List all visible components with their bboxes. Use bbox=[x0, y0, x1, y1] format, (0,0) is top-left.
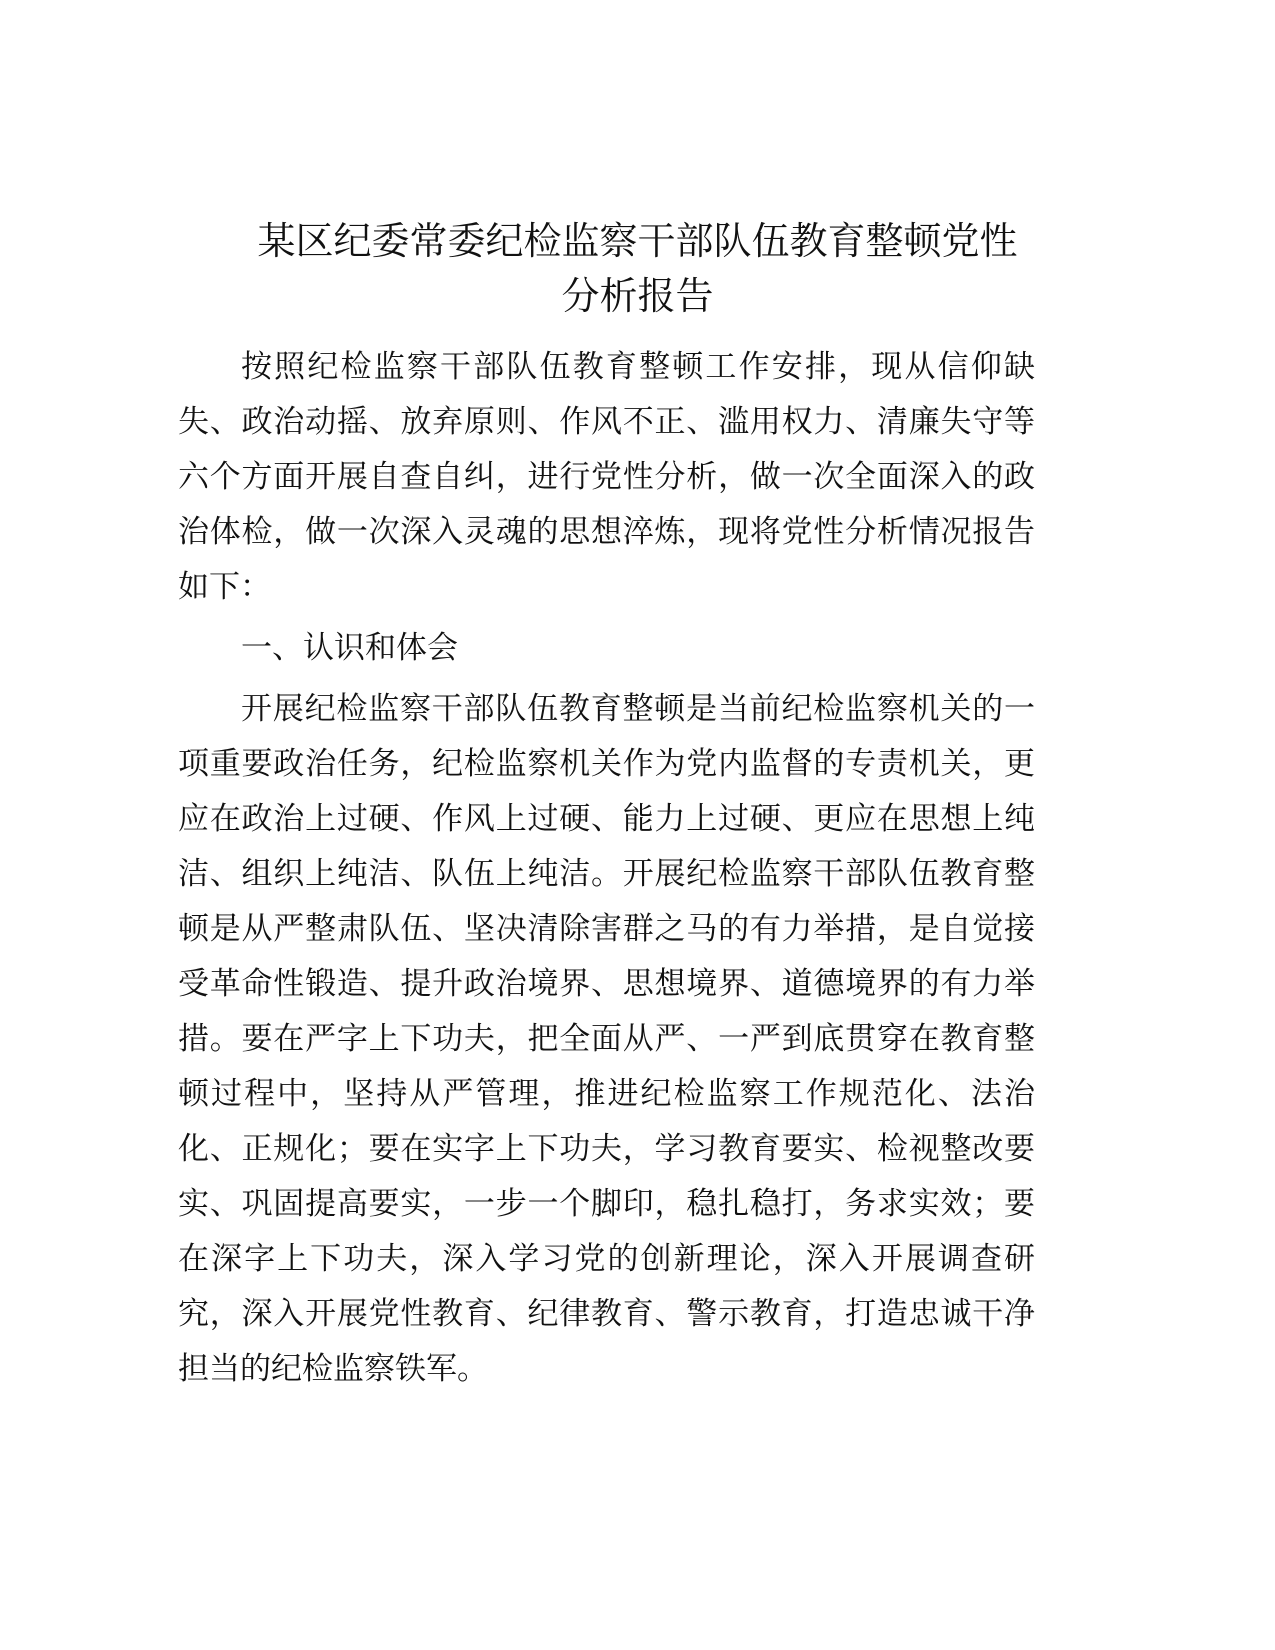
paragraph-line: 六个方面开展自查自纠，进行党性分析，做一次全面深入的政 bbox=[178, 459, 1035, 495]
title-line: 分析报告 bbox=[561, 274, 714, 318]
paragraph-line: 洁、组织上纯洁、队伍上纯洁。开展纪检监察干部队伍教育整 bbox=[178, 856, 1035, 892]
paragraph-line: 顿是从严整肃队伍、坚决清除害群之马的有力举措，是自觉接 bbox=[178, 911, 1035, 947]
document-body bbox=[178, 340, 1035, 1397]
paragraph-line: 应在政治上过硬、作风上过硬、能力上过硬、更应在思想上纯 bbox=[178, 801, 1035, 837]
paragraph-line: 措。要在严字上下功夫，把全面从严、一严到底贯穿在教育整 bbox=[178, 1021, 1035, 1057]
paragraph-line: 担当的纪检监察铁军。 bbox=[178, 1351, 488, 1387]
paragraph-line: 实、巩固提高要实，一步一个脚印，稳扎稳打，务求实效；要 bbox=[178, 1186, 1035, 1222]
paragraph-line: 化、正规化；要在实字上下功夫，学习教育要实、检视整改要 bbox=[178, 1131, 1035, 1167]
paragraph-line: 开展纪检监察干部队伍教育整顿是当前纪检监察机关的一 bbox=[241, 691, 1035, 727]
section1-paragraph bbox=[178, 682, 1035, 1397]
intro-paragraph bbox=[178, 340, 1035, 615]
paragraph-line: 项重要政治任务，纪检监察机关作为党内监督的专责机关，更 bbox=[178, 746, 1035, 782]
title-line: 某区纪委常委纪检监察干部队伍教育整顿党性 bbox=[257, 219, 1018, 263]
paragraph-line: 治体检，做一次深入灵魂的思想淬炼，现将党性分析情况报告 bbox=[178, 514, 1035, 550]
section-heading: 一、认识和体会 bbox=[241, 630, 458, 666]
paragraph-line: 受革命性锻造、提升政治境界、思想境界、道德境界的有力举 bbox=[178, 966, 1035, 1002]
paragraph-line: 顿过程中，坚持从严管理，推进纪检监察工作规范化、法治 bbox=[178, 1076, 1035, 1112]
document-title bbox=[150, 214, 1125, 324]
paragraph-line: 究，深入开展党性教育、纪律教育、警示教育，打造忠诚干净 bbox=[178, 1296, 1035, 1332]
paragraph-line: 按照纪检监察干部队伍教育整顿工作安排，现从信仰缺 bbox=[241, 349, 1035, 385]
paragraph-line: 如下： bbox=[178, 569, 271, 605]
paragraph-line: 在深字上下功夫，深入学习党的创新理论，深入开展调查研 bbox=[178, 1241, 1035, 1277]
paragraph-line: 失、政治动摇、放弃原则、作风不正、滥用权力、清廉失守等 bbox=[178, 404, 1035, 440]
